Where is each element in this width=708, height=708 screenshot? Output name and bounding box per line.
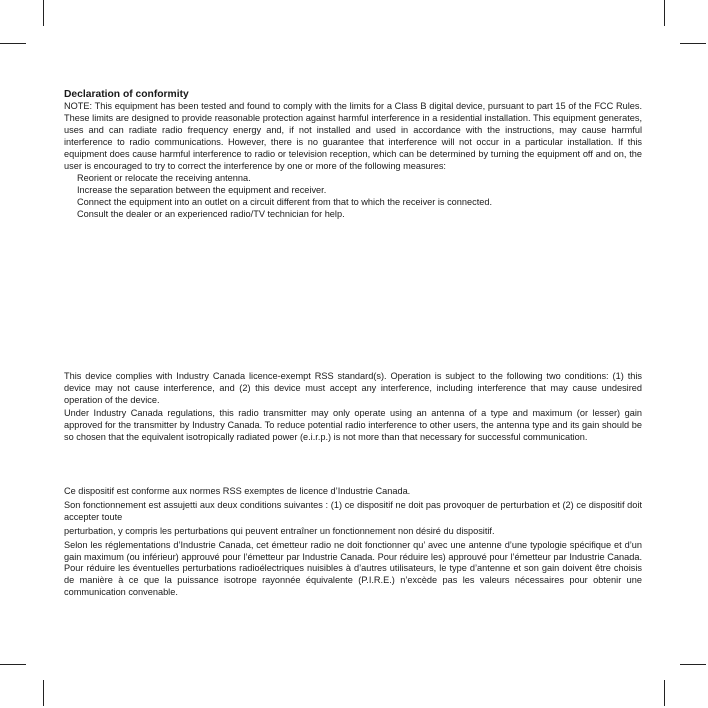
measure-item: Connect the equipment into an outlet on a circuit different from that to which the receiver is connected. — [77, 197, 493, 208]
measure-item: Consult the dealer or an experienced radio/TV technician for help. — [77, 209, 345, 220]
measures-list — [64, 172, 642, 220]
crop-mark-top-left-vertical — [43, 0, 44, 26]
crop-mark-top-right-vertical — [664, 0, 665, 26]
ic-fr-perturbation-paragraph: perturbation, y compris les perturbations qui peuvent entraîner un fonctionnement non désiré du dispositif. — [64, 525, 495, 536]
crop-mark-top-left-horizontal — [0, 43, 26, 44]
ic-fr-conditions-paragraph: Son fonctionnement est assujetti aux deux conditions suivantes : (1) ce dispositif ne doit pas provoquer de perturbation et (2) ce dispositif doit accepter toute — [64, 499, 642, 522]
measure-item: Increase the separation between the equipment and receiver. — [77, 185, 327, 196]
ic-conditions-paragraph: This device complies with Industry Canada licence-exempt RSS standard(s). Operation is subject to the following two conditions: (1) this device may not cause interference, and (2) this device must accept any interference, including interference that may cause undesired operation of the device. — [64, 371, 642, 405]
crop-mark-bottom-right-horizontal — [680, 664, 706, 665]
declaration-section — [64, 88, 642, 220]
ic-fr-conformity-paragraph: Ce dispositif est conforme aux normes RSS exemptes de licence d’Industrie Canada. — [64, 486, 411, 496]
crop-mark-bottom-left-vertical — [43, 680, 44, 706]
crop-mark-bottom-right-vertical — [664, 680, 665, 706]
industry-canada-english-section — [64, 371, 642, 443]
crop-mark-top-right-horizontal — [680, 43, 706, 44]
declaration-title: Declaration of conformity — [64, 89, 189, 100]
ic-fr-antenna-paragraph: Selon les réglementations d’Industrie Canada, cet émetteur radio ne doit fonctionner qu’ avec une antenne d’une typologie spécifique et d’un gain maximum (ou inférieur) approuvé pour l’émetteur par Industrie Canada. Pour réduire les) approuvé pour l’émetteur par Industrie Canada. Pour réduire les éventuelles perturbations radioélectriques nuisibles à d’autres utilisateurs, le type d’antenne et son gain doivent être choisis de manière à ce que la puissance isotrope rayonnée équivalente (P.I.R.E.) n’excède pas les valeurs nécessaires pour obtenir une communication convenable. — [64, 539, 642, 598]
industry-canada-french-section — [64, 486, 642, 599]
ic-antenna-paragraph: Under Industry Canada regulations, this radio transmitter may only operate using an antenna of a type and maximum (or lesser) gain approved for the transmitter by Industry Canada. To reduce potential radio interference to other users, the antenna type and its gain should be so chosen that the equivalent isotropically radiated power (e.i.r.p.) is not more than that necessary for successful communication. — [64, 407, 642, 442]
crop-mark-bottom-left-horizontal — [0, 664, 26, 665]
measure-item: Reorient or relocate the receiving antenna. — [77, 173, 251, 184]
fcc-note-paragraph: NOTE: This equipment has been tested and found to comply with the limits for a Class B digital device, pursuant to part 15 of the FCC Rules. These limits are designed to provide reasonable protection against harmful interference in a residential installation. This equipment generates, uses and can radiate radio frequency energy and, if not installed and used in accordance with the instructions, may cause harmful interference to radio communications. However, there is no guarantee that interference will not occur in a particular installation. If this equipment does cause harmful interference to radio or television reception, which can be determined by turning the equipment off and on, the user is encouraged to try to correct the interference by one or more of the following measures: — [64, 101, 642, 171]
